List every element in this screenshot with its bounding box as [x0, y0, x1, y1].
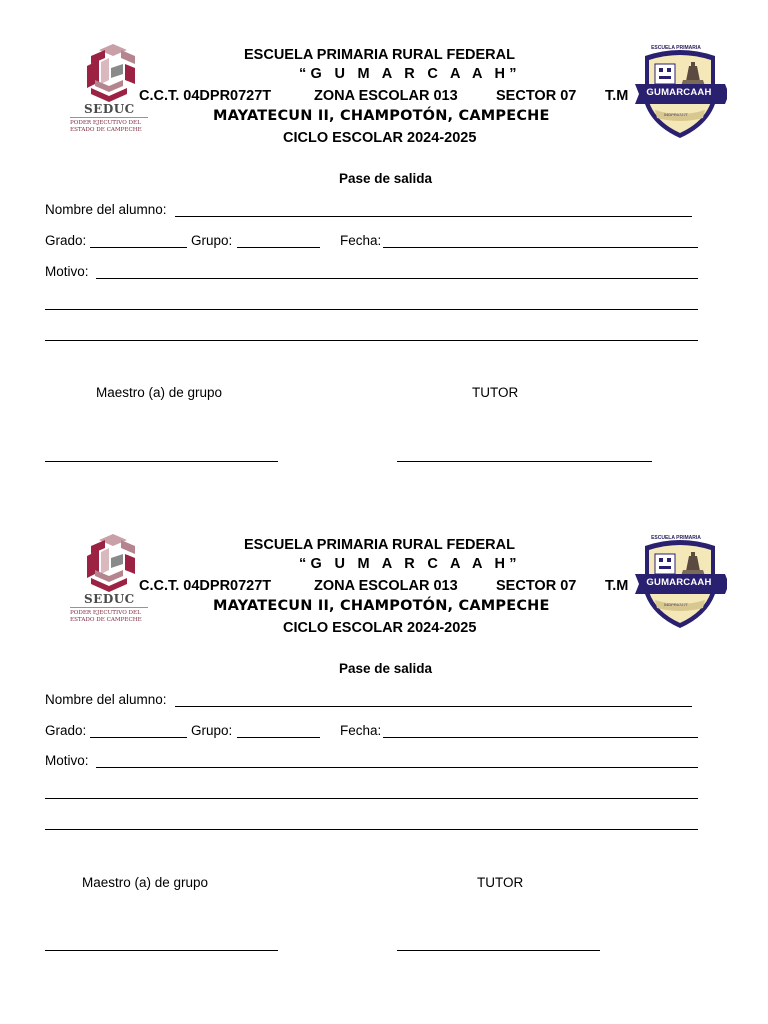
grade-label: Grado: — [45, 723, 87, 738]
teacher-signature-line[interactable] — [45, 950, 278, 951]
school-crest-logo — [633, 534, 727, 634]
school-location: MAYATECUN II, CHAMPOTÓN, CAMPECHE — [213, 598, 550, 614]
crest-banner-text: GUMARCAAH — [646, 577, 712, 588]
student-name-label: Nombre del alumno: — [45, 202, 167, 217]
exit-pass-slip — [0, 490, 768, 980]
form-title: Pase de salida — [339, 171, 433, 186]
seduc-logo-word: SEDUC — [84, 592, 135, 606]
school-sector: SECTOR 07 — [496, 88, 577, 104]
group-blank[interactable] — [237, 737, 320, 738]
school-name: “G U M A R C A A H” — [299, 66, 521, 82]
tutor-signature-line[interactable] — [397, 950, 600, 951]
grade-label: Grado: — [45, 233, 87, 248]
group-blank[interactable] — [237, 247, 320, 248]
seduc-logo-subtitle: PODER EJECUTIVO DEL — [70, 120, 141, 126]
grade-blank[interactable] — [90, 247, 187, 248]
school-zone: ZONA ESCOLAR 013 — [314, 578, 458, 594]
exit-pass-slip — [0, 0, 768, 490]
student-name-blank[interactable] — [175, 706, 692, 707]
crest-banner-text: GUMARCAAH — [646, 87, 712, 98]
reason-label: Motivo: — [45, 753, 89, 768]
seduc-logo-subtitle: ESTADO DE CAMPECHE — [70, 617, 142, 623]
reason-blank[interactable] — [45, 340, 698, 341]
tutor-signature-label: TUTOR — [477, 875, 524, 890]
school-type: ESCUELA PRIMARIA RURAL FEDERAL — [244, 47, 515, 63]
school-shift: T.M — [605, 578, 629, 594]
student-name-label: Nombre del alumno: — [45, 692, 167, 707]
reason-blank[interactable] — [96, 278, 698, 279]
date-label: Fecha: — [340, 723, 382, 738]
teacher-signature-label: Maestro (a) de grupo — [96, 385, 223, 400]
reason-blank[interactable] — [45, 309, 698, 310]
group-label: Grupo: — [191, 233, 233, 248]
date-blank[interactable] — [383, 247, 698, 248]
tutor-signature-label: TUTOR — [472, 385, 519, 400]
seduc-logo-subtitle: ESTADO DE CAMPECHE — [70, 127, 142, 133]
school-shift: T.M — [605, 88, 629, 104]
school-cct: C.C.T. 04DPR0727T — [139, 88, 272, 104]
crest-top-text: ESCUELA PRIMARIA — [651, 535, 701, 541]
reason-label: Motivo: — [45, 264, 89, 279]
school-cct: C.C.T. 04DPR0727T — [139, 578, 272, 594]
school-name: “G U M A R C A A H” — [299, 556, 521, 572]
tutor-signature-line[interactable] — [397, 461, 652, 462]
student-name-blank[interactable] — [175, 216, 692, 217]
date-label: Fecha: — [340, 233, 382, 248]
crest-ribbon-text: 04DPR0727T — [663, 602, 689, 607]
school-crest-logo — [633, 44, 727, 144]
teacher-signature-line[interactable] — [45, 461, 278, 462]
group-label: Grupo: — [191, 723, 233, 738]
crest-top-text: ESCUELA PRIMARIA — [651, 45, 701, 51]
school-sector: SECTOR 07 — [496, 578, 577, 594]
teacher-signature-label: Maestro (a) de grupo — [82, 875, 209, 890]
seduc-logo-subtitle: PODER EJECUTIVO DEL — [70, 610, 141, 616]
form-title: Pase de salida — [339, 661, 433, 676]
school-zone: ZONA ESCOLAR 013 — [314, 88, 458, 104]
reason-blank[interactable] — [96, 767, 698, 768]
school-location: MAYATECUN II, CHAMPOTÓN, CAMPECHE — [213, 108, 550, 124]
school-year: CICLO ESCOLAR 2024-2025 — [283, 620, 477, 636]
reason-blank[interactable] — [45, 798, 698, 799]
date-blank[interactable] — [383, 737, 698, 738]
reason-blank[interactable] — [45, 829, 698, 830]
crest-ribbon-text: 04DPR0727T — [663, 112, 689, 117]
school-type: ESCUELA PRIMARIA RURAL FEDERAL — [244, 537, 515, 553]
seduc-logo-word: SEDUC — [84, 102, 135, 116]
grade-blank[interactable] — [90, 737, 187, 738]
school-year: CICLO ESCOLAR 2024-2025 — [283, 130, 477, 146]
